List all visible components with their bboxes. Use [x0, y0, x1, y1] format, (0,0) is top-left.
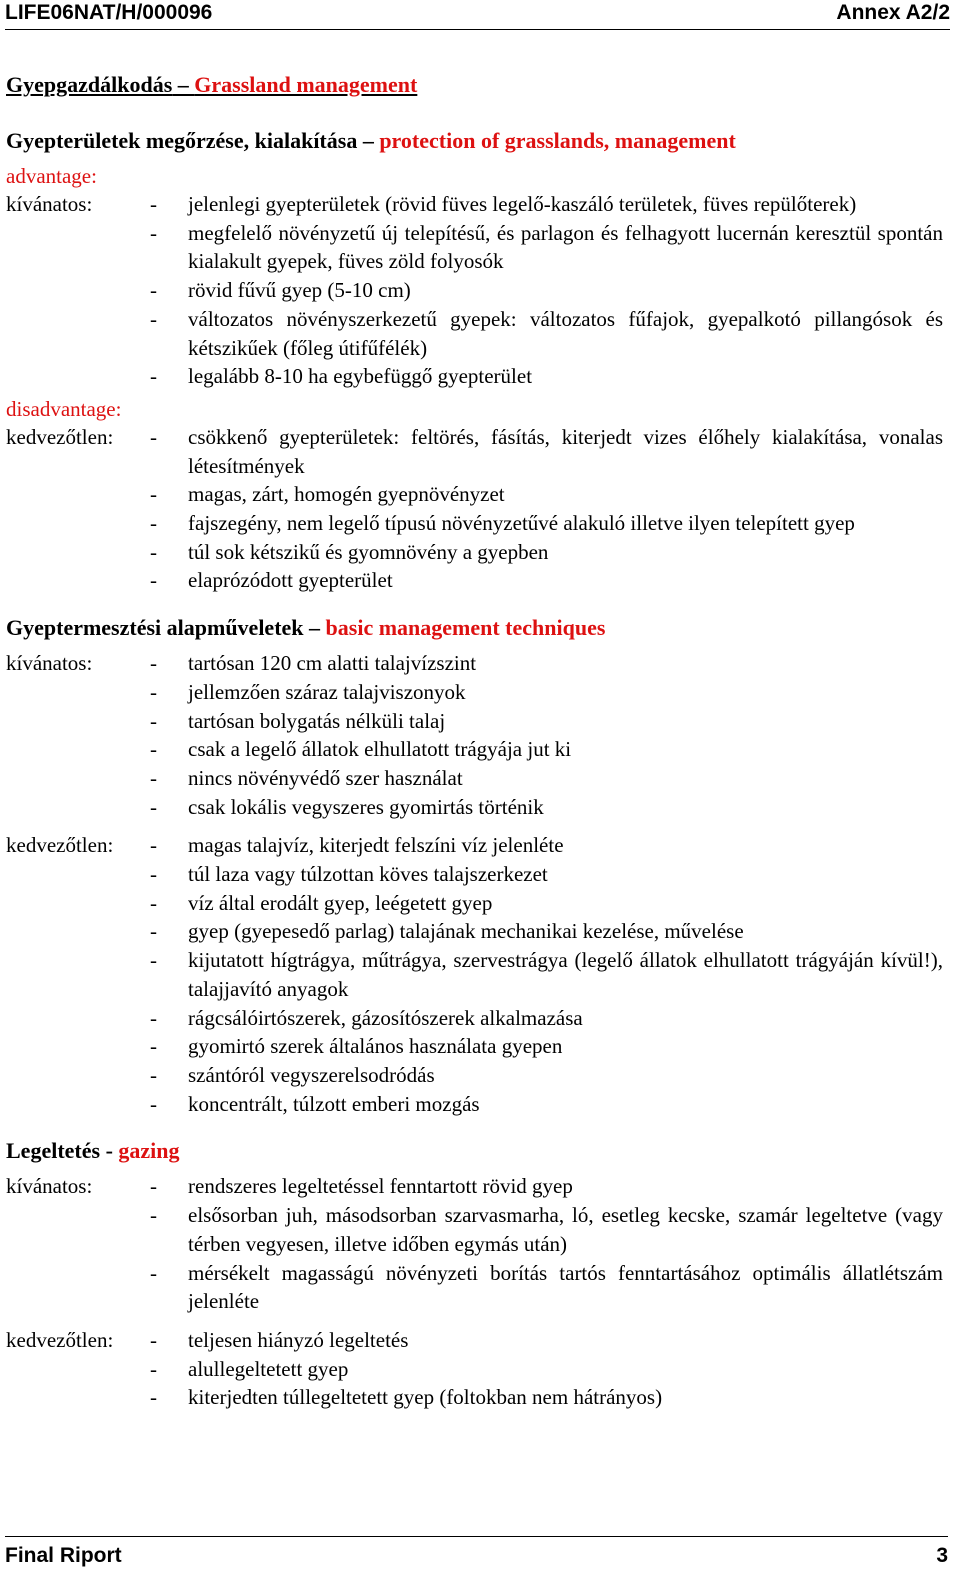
list-item [6, 538, 943, 567]
list-item [6, 1201, 943, 1258]
document-body [6, 70, 943, 1430]
heading-hungarian: Legeltetés [6, 1138, 101, 1164]
block-label: kívánatos: [6, 651, 93, 676]
list-item-text: magas talajvíz, kiterjedt felszíni víz jelenléte [188, 833, 564, 858]
title-english: Grassland management [194, 72, 418, 97]
dash-bullet: - [150, 568, 157, 593]
block-label: kívánatos: [6, 1174, 93, 1199]
list-item [6, 735, 943, 764]
dash-bullet: - [150, 1385, 157, 1410]
list-item-text: csak a legelő állatok elhullatott trágyája jut ki [188, 737, 572, 762]
list-item-text: gyep (gyepesedő parlag) talajának mechanikai kezelése, művelése [188, 919, 744, 944]
block-label: kedvezőtlen: [6, 833, 114, 858]
desirable-block [6, 649, 943, 821]
list-item [6, 860, 943, 889]
list-item-text: alullegeltetett gyep [188, 1356, 349, 1381]
dash-bullet: - [150, 1034, 157, 1059]
list-item [6, 889, 943, 918]
list-item-text: nincs növényvédő szer használat [188, 765, 463, 790]
dash-bullet: - [150, 1260, 157, 1285]
dash-bullet: - [150, 1356, 157, 1381]
list-item [6, 1383, 943, 1412]
title-hungarian: Gyepgazdálkodás [6, 72, 173, 97]
list-item [6, 362, 943, 391]
list-item [6, 1326, 943, 1355]
block-label: kedvezőtlen: [6, 424, 114, 449]
heading-separator: – [303, 615, 326, 641]
list-item-text: tartósan bolygatás nélküli talaj [188, 708, 446, 733]
list-item-text: jellemzően száraz talajviszonyok [188, 679, 466, 704]
section-grassland-protection [6, 126, 943, 595]
footer-rule [5, 1536, 948, 1537]
list-item-text: változatos növényszerkezetű gyepek: változatos fűfajok, gyepalkotó pillangósok és kétszikűek (főleg útifűfélék) [188, 306, 943, 360]
dash-bullet: - [150, 482, 157, 507]
list-item-text: rövid fűvű gyep (5-10 cm) [188, 278, 411, 303]
dash-bullet: - [150, 919, 157, 944]
list-item [6, 305, 943, 362]
list-item [6, 678, 943, 707]
list-item-text: rendszeres legeltetéssel fenntartott rövid gyep [188, 1174, 573, 1199]
list-item [6, 1172, 943, 1201]
dash-bullet: - [150, 833, 157, 858]
list-item [6, 509, 943, 538]
dash-bullet: - [150, 364, 157, 389]
dash-bullet: - [150, 794, 157, 819]
list-item-text: teljesen hiányzó legeltetés [188, 1327, 409, 1352]
dash-bullet: - [150, 679, 157, 704]
list-item-text: magas, zárt, homogén gyepnövényzet [188, 482, 505, 507]
header-annex-label: Annex A2/2 [836, 1, 950, 24]
dash-bullet: - [150, 306, 157, 331]
advantage-label: advantage: [6, 164, 97, 188]
list-item-text: szántóról vegyszerelsodródás [188, 1062, 435, 1087]
list-item [6, 793, 943, 822]
heading-english: basic management techniques [325, 615, 606, 641]
list-item-text: jelenlegi gyepterületek (rövid füves legelő-kaszáló területek, füves repülőterek) [188, 192, 857, 216]
section-heading [6, 1136, 943, 1166]
block-label: kedvezőtlen: [6, 1327, 114, 1352]
list-item-text: elaprózódott gyepterület [188, 568, 393, 593]
list-item [6, 649, 943, 678]
desirable-block [6, 1172, 943, 1316]
dash-bullet: - [150, 1174, 157, 1199]
dash-bullet: - [150, 890, 157, 915]
dash-bullet: - [150, 862, 157, 887]
dash-bullet: - [150, 511, 157, 536]
list-item [6, 480, 943, 509]
document-title [6, 70, 943, 100]
list-item [6, 276, 943, 305]
dash-bullet: - [150, 424, 157, 449]
list-item-text: rágcsálóirtószerek, gázosítószerek alkalmazása [188, 1005, 583, 1030]
list-item [6, 423, 943, 480]
list-item [6, 764, 943, 793]
dash-bullet: - [150, 1091, 157, 1116]
dash-bullet: - [150, 765, 157, 790]
dash-bullet: - [150, 1062, 157, 1087]
dash-bullet: - [150, 708, 157, 733]
header-rule [5, 29, 950, 30]
list-item-text: túl sok kétszikű és gyomnövény a gyepben [188, 539, 549, 564]
list-item [6, 190, 943, 219]
dash-bullet: - [150, 1327, 157, 1352]
block-label: kívánatos: [6, 192, 93, 216]
heading-english: gazing [118, 1138, 180, 1164]
list-item [6, 1355, 943, 1384]
heading-separator: - [100, 1138, 119, 1164]
list-item-text: mérsékelt magasságú növényzeti borítás tartós fenntartásához optimális állatlétszám jelenléte [188, 1260, 943, 1314]
list-item [6, 831, 943, 860]
header-project-code: LIFE06NAT/H/000096 [5, 1, 213, 24]
dash-bullet: - [150, 539, 157, 564]
dash-bullet: - [150, 1203, 157, 1228]
dash-bullet: - [150, 220, 157, 245]
list-item-text: gyomirtó szerek általános használata gyepen [188, 1034, 563, 1059]
dash-bullet: - [150, 278, 157, 303]
title-separator: – [172, 72, 195, 97]
list-item-text: csökkenő gyepterületek: feltörés, fásítás, kiterjedt vizes élőhely kialakítása, vonalas létesítmények [188, 424, 943, 478]
dash-bullet: - [150, 1005, 157, 1030]
list-item-text: fajszegény, nem legelő típusú növényzetűvé alakuló illetve ilyen telepített gyep [188, 511, 855, 536]
list-item [6, 566, 943, 595]
list-item-text: megfelelő növényzetű új telepítésű, és parlagon és felhagyott lucernán keresztül spontán kialakult gyepek, füves zöld folyosók [188, 220, 943, 274]
section-basic-management [6, 613, 943, 1118]
footer-report-title: Final Riport [5, 1544, 122, 1567]
list-item [6, 1061, 943, 1090]
unfavourable-block [6, 1326, 943, 1412]
heading-separator: – [357, 128, 380, 153]
heading-hungarian: Gyepterületek megőrzése, kialakítása [6, 128, 358, 153]
list-item-text: víz által erodált gyep, leégetett gyep [188, 890, 493, 915]
dash-bullet: - [150, 948, 157, 973]
desirable-block [6, 190, 943, 391]
list-item-text: koncentrált, túlzott emberi mozgás [188, 1091, 480, 1116]
disadvantage-label: disadvantage: [6, 396, 122, 421]
list-item [6, 707, 943, 736]
list-item-text: elsősorban juh, másodsorban szarvasmarha, ló, esetleg kecske, szamár legeltetve (vagy térben vegyesen, illetve időben egymás után) [188, 1203, 943, 1256]
section-grazing [6, 1136, 943, 1412]
list-item [6, 219, 943, 276]
dash-bullet: - [150, 651, 157, 676]
section-heading [6, 613, 943, 643]
list-item [6, 1004, 943, 1033]
list-item [6, 917, 943, 946]
list-item-text: kijutatott hígtrágya, műtrágya, szervestrágya (legelő állatok elhullatott trágyáján kívül!), talajjavító anyagok [188, 948, 943, 1001]
list-item-text: tartósan 120 cm alatti talajvízszint [188, 651, 477, 676]
unfavourable-block [6, 831, 943, 1118]
list-item [6, 1090, 943, 1119]
list-item-text: legalább 8-10 ha egybefüggő gyepterület [188, 364, 533, 389]
heading-hungarian: Gyeptermesztési alapműveletek [6, 615, 304, 641]
list-item [6, 1032, 943, 1061]
section-heading [6, 126, 943, 156]
list-item [6, 1259, 943, 1316]
dash-bullet: - [150, 192, 157, 216]
page-number: 3 [936, 1544, 948, 1567]
list-item-text: kiterjedten túllegeltetett gyep (foltokban nem hátrányos) [188, 1385, 663, 1410]
page-header [5, 0, 950, 26]
page-footer [5, 1538, 948, 1568]
list-item-text: csak lokális vegyszeres gyomirtás történik [188, 794, 544, 819]
unfavourable-block [6, 423, 943, 595]
dash-bullet: - [150, 737, 157, 762]
heading-english: protection of grasslands, management [379, 128, 736, 153]
list-item-text: túl laza vagy túlzottan köves talajszerkezet [188, 862, 548, 887]
list-item [6, 946, 943, 1003]
